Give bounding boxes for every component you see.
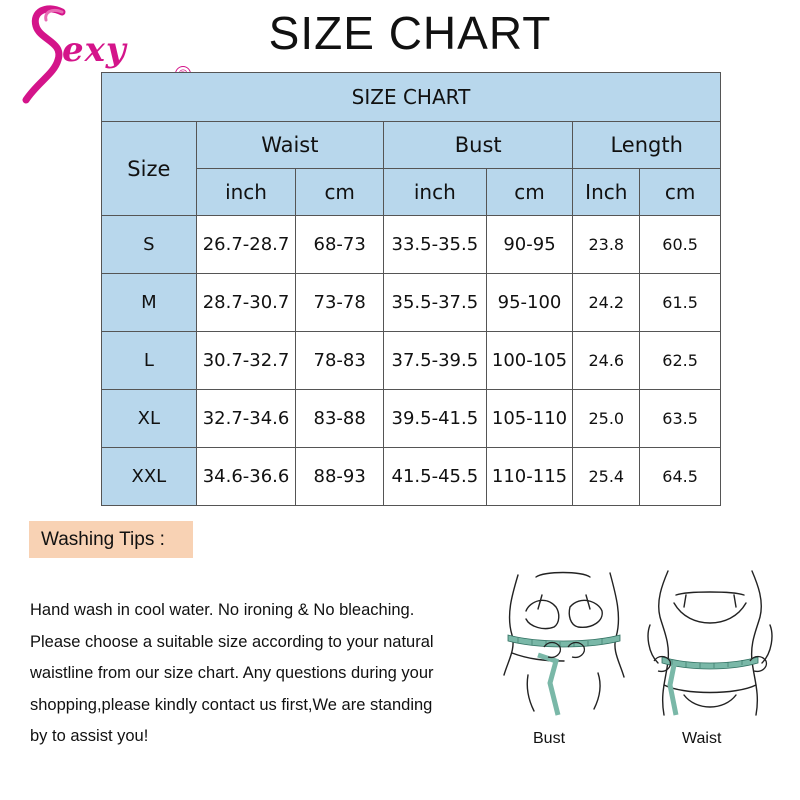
unit-header: cm xyxy=(486,169,573,216)
table-row xyxy=(102,390,721,448)
size-cell: L xyxy=(102,332,197,390)
size-chart-table xyxy=(101,72,721,506)
table-caption: SIZE CHART xyxy=(102,73,721,122)
table-cell: 61.5 xyxy=(640,274,721,332)
washing-tips-label: Washing Tips : xyxy=(29,521,193,558)
table-cell: 83-88 xyxy=(296,390,384,448)
size-cell: XXL xyxy=(102,448,197,506)
logo-text: exy xyxy=(62,30,127,70)
table-cell: 35.5-37.5 xyxy=(384,274,487,332)
table-cell: 110-115 xyxy=(486,448,573,506)
table-cell: 37.5-39.5 xyxy=(384,332,487,390)
table-row xyxy=(102,332,721,390)
table-cell: 64.5 xyxy=(640,448,721,506)
table-row xyxy=(102,448,721,506)
group-header-waist: Waist xyxy=(196,122,383,169)
table-cell: 95-100 xyxy=(486,274,573,332)
unit-header: cm xyxy=(640,169,721,216)
size-cell: XL xyxy=(102,390,197,448)
unit-header: Inch xyxy=(573,169,640,216)
table-cell: 39.5-41.5 xyxy=(384,390,487,448)
unit-header: inch xyxy=(196,169,296,216)
waist-measure-illustration xyxy=(640,565,780,730)
instruction-line: Please choose a suitable size according to your natural xyxy=(30,632,434,651)
table-cell: 24.6 xyxy=(573,332,640,390)
bust-figure-label: Bust xyxy=(533,730,566,747)
bust-measure-illustration xyxy=(498,565,628,730)
table-cell: 24.2 xyxy=(573,274,640,332)
table-row xyxy=(102,274,721,332)
table-cell: 32.7-34.6 xyxy=(196,390,296,448)
table-cell: 78-83 xyxy=(296,332,384,390)
table-cell: 88-93 xyxy=(296,448,384,506)
group-header-length: Length xyxy=(573,122,721,169)
table-cell: 34.6-36.6 xyxy=(196,448,296,506)
size-column-header: Size xyxy=(102,122,197,216)
unit-header: cm xyxy=(296,169,384,216)
table-cell: 25.4 xyxy=(573,448,640,506)
table-cell: 25.0 xyxy=(573,390,640,448)
table-cell: 62.5 xyxy=(640,332,721,390)
instruction-line: by to assist you! xyxy=(30,727,149,745)
table-cell: 105-110 xyxy=(486,390,573,448)
washing-instructions xyxy=(30,595,490,753)
table-cell: 28.7-30.7 xyxy=(196,274,296,332)
instruction-line: shopping,please kindly contact us first,We are standing xyxy=(30,695,433,714)
size-cell: S xyxy=(102,216,197,274)
table-cell: 41.5-45.5 xyxy=(384,448,487,506)
table-cell: 68-73 xyxy=(296,216,384,274)
page-title: SIZE CHART xyxy=(268,7,552,59)
table-cell: 26.7-28.7 xyxy=(196,216,296,274)
table-cell: 30.7-32.7 xyxy=(196,332,296,390)
table-cell: 63.5 xyxy=(640,390,721,448)
instruction-line: waistline from our size chart. Any questions during your xyxy=(30,664,434,682)
size-cell: M xyxy=(102,274,197,332)
table-cell: 73-78 xyxy=(296,274,384,332)
table-cell: 33.5-35.5 xyxy=(384,216,487,274)
table-cell: 60.5 xyxy=(640,216,721,274)
table-cell: 90-95 xyxy=(486,216,573,274)
table-row xyxy=(102,216,721,274)
waist-figure-label: Waist xyxy=(682,730,722,747)
table-cell: 23.8 xyxy=(573,216,640,274)
unit-header: inch xyxy=(384,169,487,216)
table-cell: 100-105 xyxy=(486,332,573,390)
group-header-bust: Bust xyxy=(384,122,573,169)
instruction-line: Hand wash in cool water. No ironing & No bleaching. xyxy=(30,601,415,619)
